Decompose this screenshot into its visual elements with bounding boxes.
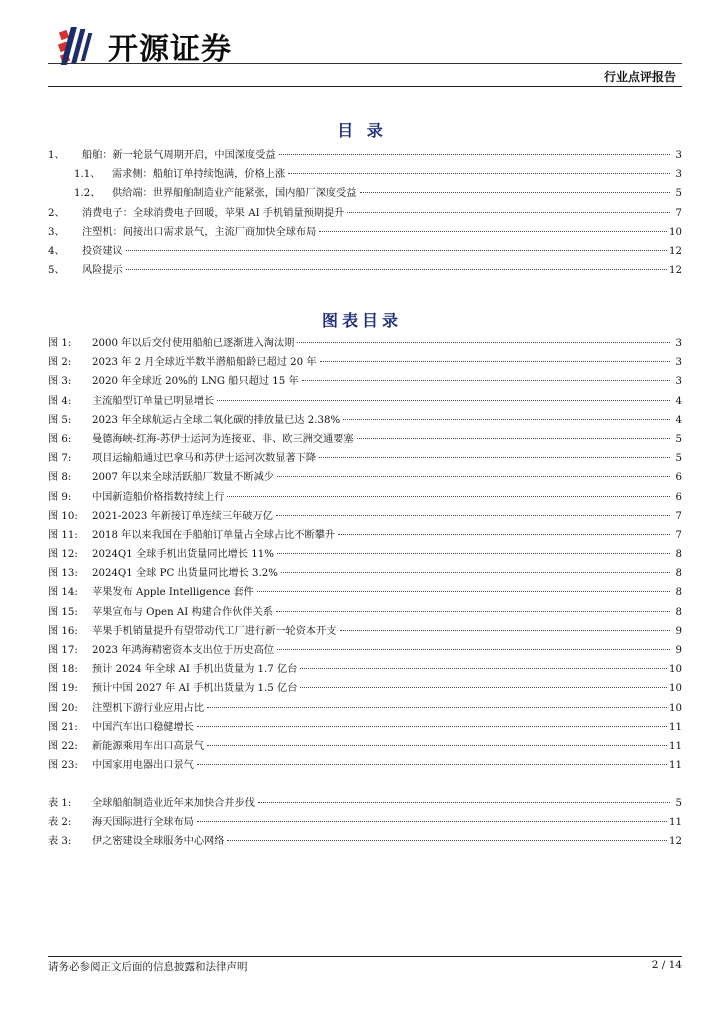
entry-title: 风险提示: [82, 265, 123, 277]
toc-entry[interactable]: [48, 146, 682, 165]
entry-title: 投资建议: [82, 245, 123, 257]
entry-title: 曼德海峡-红海-苏伊士运河为连接亚、非、欧三洲交通要塞: [92, 433, 354, 445]
figure-entry[interactable]: [48, 468, 682, 487]
entry-number: 图 21:: [48, 721, 78, 733]
figure-entry[interactable]: [48, 660, 682, 679]
entry-number: 2、: [48, 207, 65, 219]
entry-title: 中国新造船价格指数持续上行: [92, 491, 225, 503]
figure-list-title: 图表目录: [321, 311, 402, 330]
entry-number: 图 10:: [48, 510, 78, 522]
figure-entry[interactable]: [48, 603, 682, 622]
entry-title: 苹果宣布与 Open AI 构建合作伙伴关系: [92, 606, 273, 618]
table-entry[interactable]: [48, 832, 682, 851]
dot-leader: [276, 515, 670, 516]
footer-disclaimer: 请务必参阅正文后面的信息披露和法律声明: [48, 961, 248, 973]
dot-leader: [217, 400, 670, 401]
entry-title: 供给端：世界船舶制造业产能紧张，国内船厂深度受益: [112, 188, 357, 200]
entry-page: 3: [675, 376, 682, 388]
dot-leader: [288, 173, 670, 174]
entry-number: 表 3:: [48, 836, 72, 848]
entry-page: 9: [675, 645, 682, 656]
entry-page: 5: [675, 453, 682, 465]
entry-title: 主流船型订单量已明显增长: [92, 395, 215, 407]
dot-leader: [302, 380, 670, 381]
entry-title: 中国汽车出口稳健增长: [92, 721, 194, 733]
entry-page: 7: [675, 207, 682, 219]
entry-title: 苹果手机销量提升有望带动代工厂进行新一轮资本开支: [92, 625, 337, 637]
entry-title: 中国家用电器出口景气: [92, 760, 194, 772]
entry-title: 项目运输船通过巴拿马和苏伊士运河次数显著下降: [92, 453, 317, 465]
entry-page: 3: [675, 357, 682, 369]
page-number: 2 / 14: [651, 959, 682, 971]
entry-title: 2023 年全球航运占全球二氧化碳的排放量已达 2.38%: [92, 414, 341, 426]
entry-page: 8: [675, 606, 682, 618]
entry-title: 预计中国 2027 年 AI 手机出货量为 1.5 亿台: [92, 683, 298, 695]
dot-leader: [227, 840, 667, 841]
dot-leader: [126, 250, 667, 251]
dot-leader: [281, 572, 670, 573]
entry-number: 图 4:: [48, 395, 72, 407]
entry-number: 图 3:: [48, 376, 72, 388]
entry-number: 图 13:: [48, 568, 78, 580]
figure-entry[interactable]: [48, 372, 682, 391]
dot-leader: [197, 726, 667, 727]
entry-title: 全球船舶制造业近年来加快合并步伐: [92, 798, 255, 809]
entry-number: 图 18:: [48, 664, 78, 676]
entry-number: 图 7:: [48, 453, 72, 465]
entry-page: 5: [675, 433, 682, 445]
entry-page: 11: [669, 740, 682, 752]
entry-title: 2023 年 2 月全球近半数半潜船船龄已超过 20 年: [92, 357, 317, 369]
header-divider: [48, 63, 682, 64]
entry-page: 10: [669, 226, 682, 238]
dot-leader: [277, 476, 670, 477]
figure-entry[interactable]: [48, 699, 682, 718]
dot-leader: [207, 707, 667, 708]
toc-entry[interactable]: [48, 223, 682, 242]
entry-number: 图 12:: [48, 549, 78, 561]
table-list: [48, 794, 682, 852]
figure-entry[interactable]: [48, 411, 682, 430]
entry-number: 1.1、: [74, 169, 101, 181]
dot-leader: [338, 534, 670, 535]
report-type-label: 行业点评报告: [603, 70, 676, 84]
entry-page: 10: [669, 664, 682, 676]
entry-page: 10: [669, 702, 682, 714]
figure-entry[interactable]: [48, 334, 682, 353]
entry-number: 图 5:: [48, 414, 72, 426]
entry-title: 2024Q1 全球手机出货量同比增长 11%: [92, 549, 274, 561]
toc-title: 目 录: [337, 121, 387, 140]
entry-number: 表 1:: [48, 798, 72, 809]
dot-leader: [276, 611, 670, 612]
entry-title: 需求侧：船舶订单持续饱满，价格上涨: [112, 169, 286, 181]
table-entry[interactable]: [48, 794, 682, 813]
dot-leader: [347, 212, 670, 213]
toc-list: [48, 146, 682, 280]
figure-entry[interactable]: [48, 583, 682, 602]
entry-number: 图 20:: [48, 702, 78, 714]
entry-page: 5: [675, 798, 682, 809]
entry-number: 图 22:: [48, 740, 78, 752]
entry-title: 苹果发布 Apple Intelligence 套件: [92, 587, 254, 599]
table-entry[interactable]: [48, 813, 682, 832]
entry-page: 11: [669, 721, 682, 733]
dot-leader: [258, 802, 670, 803]
entry-number: 图 15:: [48, 606, 78, 618]
entry-number: 表 2:: [48, 817, 72, 829]
dot-leader: [279, 154, 670, 155]
dot-leader: [207, 745, 667, 746]
entry-title: 2020 年全球近 20%的 LNG 船只超过 15 年: [92, 376, 299, 388]
entry-number: 图 11:: [48, 529, 78, 541]
figure-entry[interactable]: [48, 526, 682, 545]
entry-page: 11: [669, 817, 682, 829]
dot-leader: [277, 649, 670, 650]
figure-entry[interactable]: [48, 737, 682, 756]
dot-leader: [343, 419, 670, 420]
dot-leader: [227, 496, 670, 497]
figure-entry[interactable]: [48, 449, 682, 468]
entry-title: 新能源乘用车出口高景气: [92, 740, 205, 752]
dot-leader: [360, 192, 671, 193]
entry-page: 7: [675, 529, 682, 541]
dot-leader: [300, 668, 667, 669]
entry-title: 伊之密建设全球服务中心网络: [92, 836, 225, 848]
entry-title: 海天国际进行全球布局: [92, 817, 194, 829]
entry-page: 3: [675, 150, 682, 161]
entry-number: 图 17:: [48, 645, 78, 656]
entry-title: 注塑机下游行业应用占比: [92, 702, 205, 714]
entry-page: 12: [669, 265, 682, 277]
entry-number: 1.2、: [74, 188, 101, 200]
toc-entry[interactable]: [48, 204, 682, 223]
entry-page: 6: [675, 472, 682, 484]
entry-number: 图 8:: [48, 472, 72, 484]
entry-title: 消费电子：全球消费电子回暖，苹果 AI 手机销量预期提升: [82, 207, 345, 219]
dot-leader: [320, 361, 670, 362]
figure-entry[interactable]: [48, 718, 682, 737]
entry-page: 4: [675, 395, 682, 407]
entry-number: 图 19:: [48, 683, 78, 695]
entry-title: 2007 年以来全球活跃船厂数量不断减少: [92, 472, 274, 484]
entry-title: 2018 年以来我国在手船舶订单量占全球占比不断攀升: [92, 529, 336, 541]
figure-list: [48, 334, 682, 775]
dot-leader: [277, 553, 670, 554]
entry-page: 6: [675, 491, 682, 503]
dot-leader: [126, 269, 667, 270]
figure-entry[interactable]: [48, 392, 682, 411]
entry-page: 8: [675, 587, 682, 599]
toc-entry[interactable]: [48, 242, 682, 261]
dot-leader: [300, 687, 667, 688]
entry-number: 4、: [48, 245, 65, 257]
entry-number: 图 9:: [48, 491, 72, 503]
toc-entry[interactable]: [48, 184, 682, 203]
figure-entry[interactable]: [48, 488, 682, 507]
entry-title: 2023 年鸿海精密资本支出位于历史高位: [92, 645, 274, 656]
entry-page: 12: [669, 836, 682, 848]
dot-leader: [340, 630, 671, 631]
figure-entry[interactable]: [48, 545, 682, 564]
toc-entry[interactable]: [48, 261, 682, 280]
entry-page: 3: [675, 338, 682, 349]
figure-entry[interactable]: [48, 756, 682, 775]
entry-title: 预计 2024 年全球 AI 手机出货量为 1.7 亿台: [92, 664, 298, 676]
dot-leader: [197, 821, 667, 822]
entry-title: 2000 年以后交付使用船舶已逐渐进入淘汰期: [92, 338, 295, 349]
dot-leader: [197, 764, 667, 765]
entry-page: 10: [669, 683, 682, 695]
header-divider-bottom: [48, 86, 682, 87]
entry-number: 图 14:: [48, 587, 78, 599]
entry-number: 图 23:: [48, 760, 78, 772]
dot-leader: [297, 342, 670, 343]
figure-entry[interactable]: [48, 564, 682, 583]
entry-number: 图 2:: [48, 357, 72, 369]
entry-number: 3、: [48, 226, 65, 238]
dot-leader: [257, 591, 670, 592]
entry-page: 3: [675, 169, 682, 181]
logo-text: 开源证券: [108, 32, 232, 67]
entry-page: 9: [675, 625, 682, 637]
entry-page: 12: [669, 245, 682, 257]
figure-entry[interactable]: [48, 641, 682, 660]
entry-title: 船舶：新一轮景气周期开启，中国深度受益: [82, 150, 276, 161]
entry-title: 2024Q1 全球 PC 出货量同比增长 3.2%: [92, 568, 278, 580]
entry-number: 图 16:: [48, 625, 78, 637]
entry-page: 4: [675, 414, 682, 426]
toc-entry[interactable]: [48, 165, 682, 184]
figure-entry[interactable]: [48, 679, 682, 698]
dot-leader: [357, 438, 670, 439]
figure-entry[interactable]: [48, 622, 682, 641]
entry-number: 图 1:: [48, 338, 72, 349]
entry-number: 5、: [48, 265, 65, 277]
figure-entry[interactable]: [48, 353, 682, 372]
entry-number: 1、: [48, 150, 65, 161]
dot-leader: [319, 231, 667, 232]
entry-page: 8: [675, 549, 682, 561]
figure-entry[interactable]: [48, 430, 682, 449]
entry-page: 5: [675, 188, 682, 200]
entry-page: 11: [669, 760, 682, 772]
entry-title: 注塑机：间接出口需求景气，主流厂商加快全球布局: [82, 226, 317, 238]
footer-divider: [48, 956, 682, 957]
entry-page: 8: [675, 568, 682, 580]
entry-number: 图 6:: [48, 433, 72, 445]
figure-entry[interactable]: [48, 507, 682, 526]
page-header: [48, 14, 682, 88]
entry-page: 7: [675, 510, 682, 522]
dot-leader: [319, 457, 670, 458]
entry-title: 2021-2023 年新接订单连续三年破万亿: [92, 510, 273, 522]
